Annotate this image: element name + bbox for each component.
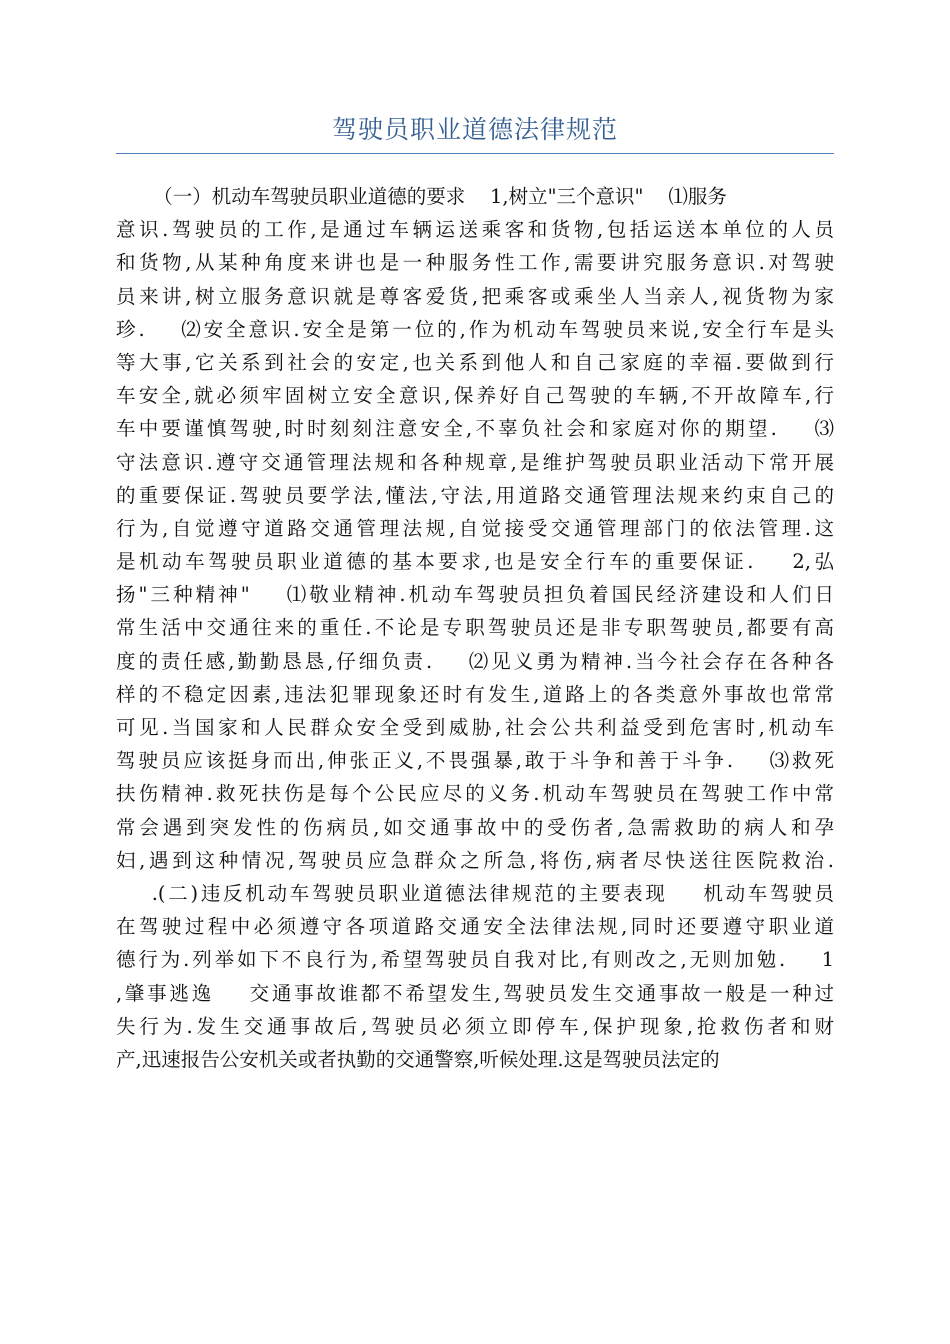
body-text-line: 行为,自觉遵守道路交通管理法规,自觉接受交通管理部门的依法管理.这 <box>116 516 834 540</box>
body-text-line: 在驾驶过程中必须遵守各项道路交通安全法律法规,同时还要遵守职业道 <box>116 915 834 939</box>
body-text-line: 度的责任感,勤勤恳恳,仔细负责. ⑵见义勇为精神.当今社会存在各种各 <box>116 649 834 673</box>
body-text-line: 等大事,它关系到社会的安定,也关系到他人和自己家庭的幸福.要做到行 <box>116 350 834 374</box>
body-text-line: 守法意识.遵守交通管理法规和各种规章,是维护驾驶员职业活动下常开展 <box>116 450 834 474</box>
body-text-line: 德行为.列举如下不良行为,希望驾驶员自我对比,有则改之,无则加勉. 1 <box>116 948 834 972</box>
body-text-line: .(二)违反机动车驾驶员职业道德法律规范的主要表现 机动车驾驶员 <box>116 881 834 905</box>
body-text-line: 的重要保证.驾驶员要学法,懂法,守法,用道路交通管理法规来约束自己的 <box>116 483 834 507</box>
body-text-line: 失行为.发生交通事故后,驾驶员必须立即停车,保护现象,抢救伤者和财 <box>116 1014 834 1038</box>
body-text-line: 可见.当国家和人民群众安全受到威胁,社会公共利益受到危害时,机动车 <box>116 716 834 739</box>
title-underline <box>116 153 834 154</box>
body-text-line: ,肇事逃逸 交通事故谁都不希望发生,驾驶员发生交通事故一般是一种过 <box>116 981 834 1005</box>
body-text-line: 产,迅速报告公安机关或者执勤的交通警察,听候处理.这是驾驶员法定的 <box>116 1047 720 1071</box>
body-text-line: 车中要谨慎驾驶,时时刻刻注意安全,不辜负社会和家庭对你的期望. ⑶ <box>116 417 834 441</box>
body-text-line: 样的不稳定因素,违法犯罪现象还时有发生,道路上的各类意外事故也常常 <box>116 682 834 706</box>
document-title: 驾驶员职业道德法律规范 <box>331 115 618 144</box>
body-text-line: 和货物,从某种角度来讲也是一种服务性工作,需要讲究服务意识.对驾驶 <box>116 251 834 275</box>
body-text-line: 扶伤精神.救死扶伤是每个公民应尽的义务.机动车驾驶员在驾驶工作中常 <box>116 782 834 806</box>
body-text-line: 常生活中交通往来的重任.不论是专职驾驶员还是非专职驾驶员,都要有高 <box>116 616 834 640</box>
body-text-line: 常会遇到突发性的伤病员,如交通事故中的受伤者,急需救助的病人和孕 <box>116 815 834 839</box>
body-text-line: 扬"三种精神" ⑴敬业精神.机动车驾驶员担负着国民经济建设和人们日 <box>116 583 834 607</box>
document-body <box>116 180 834 1076</box>
body-text-line: 意识.驾驶员的工作,是通过车辆运送乘客和货物,包括运送本单位的人员 <box>116 218 834 242</box>
body-text-line: （一）机动车驾驶员职业道德的要求 1,树立"三个意识" ⑴服务 <box>116 185 727 208</box>
body-text-line: 员来讲,树立服务意识就是尊客爱货,把乘客或乘坐人当亲人,视货物为家 <box>116 284 834 308</box>
body-text-line: 珍. ⑵安全意识.安全是第一位的,作为机动车驾驶员来说,安全行车是头 <box>116 317 834 341</box>
body-text-line: 驾驶员应该挺身而出,伸张正义,不畏强暴,敢于斗争和善于斗争. ⑶救死 <box>116 749 834 773</box>
body-text-line: 车安全,就必须牢固树立安全意识,保养好自己驾驶的车辆,不开故障车,行 <box>116 384 834 408</box>
body-text-line: 是机动车驾驶员职业道德的基本要求,也是安全行车的重要保证. 2,弘 <box>116 550 834 574</box>
body-text-line: 妇,遇到这种情况,驾驶员应急群众之所急,将伤,病者尽快送往医院救治. <box>116 848 834 872</box>
